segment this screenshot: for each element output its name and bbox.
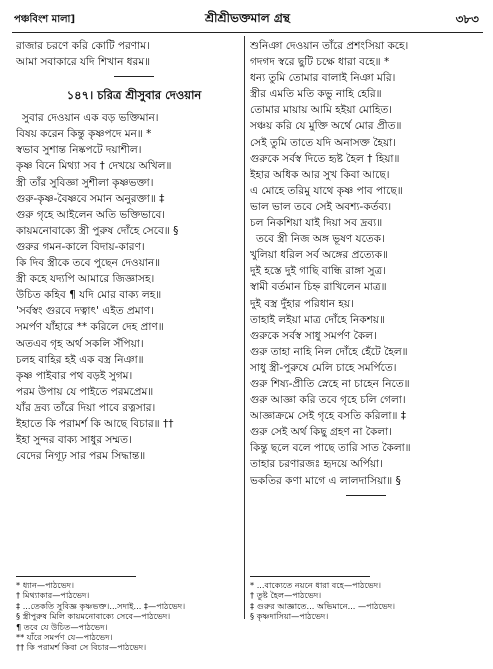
footnote: § স্ত্রীপুরুষ মিলি কায়মনোবাক্যে সেবে—পাঠভেদ। — [16, 611, 171, 622]
page-header — [12, 6, 483, 33]
book-title: শ্রীশ্রীভক্তমাল গ্রন্থ — [205, 11, 290, 25]
section-title: ১৪৭। চরিত্র শ্রীসুবার দেওয়ান — [66, 88, 202, 103]
verse-line: তাহাই লইয়া মাত্র দোঁহে নিকশয়॥ — [250, 313, 385, 326]
verse-line: বেদের নিগূঢ় সার পরম সিদ্ধান্ত॥ — [16, 450, 146, 463]
verse-line: সুবার দেওয়ান এক বড় ভক্তিমান। — [22, 112, 159, 125]
verse-line: সেই তুমি তাতে যদি অনাসক্ত হৈয়া। — [250, 136, 396, 149]
section-separator — [114, 76, 154, 77]
verse-line: শুনিঞা দেওয়ান তাঁরে প্রশংসিয়া কহে। — [250, 40, 409, 52]
verse-line: গুরু-কৃষ্ণ-বৈষ্ণবে সমান অনুরক্তা॥ ‡ — [16, 192, 165, 205]
verse-line: স্ত্রী তাঁর সুবিজ্ঞা সুশীলা কৃষ্ণভক্তা। — [16, 176, 154, 189]
footnotes-left — [16, 580, 242, 653]
footnote: ‡ ...তেকতি সুবিজ্ঞ কৃষ্ণভক্ত।...সদাই... ‡—পাঠভেদ। — [16, 600, 186, 611]
verse-line: যাঁর দ্রব্য তাঁরে দিয়া পাবে রত্নসার। — [16, 401, 156, 414]
verse-line: রাজার চরণে করি কোটি পরণাম। — [16, 40, 150, 52]
verse-line: তবে স্ত্রী নিজ অঙ্গ ভূষণ যতেক। — [256, 233, 385, 246]
verse-line: সঞ্চয় করি যে মুক্তি অর্থে মোর প্রীত॥ — [250, 120, 402, 133]
verse-line: দুই হস্তে দুই গাছি বান্ধি রাঙ্গা সুত্র। — [250, 265, 387, 278]
verse-line: তাহার চরণারজঃ হৃদয়ে অর্পিয়া। — [250, 458, 383, 471]
verse-line: গুরুকে সর্বস্ব সাধু সমর্পণ কৈল। — [250, 329, 377, 342]
verse-line: সমর্পণ যাঁহারে ** করিলে দেহ প্রাণ॥ — [16, 321, 164, 334]
verse-line: সাধু স্ত্রী-পুরুষে মেলি চাহে সমর্পিতে। — [250, 361, 397, 374]
verse-line: কিন্তু ছলে বলে পাছে তারি সাত কৈলা॥ — [250, 442, 411, 455]
verse-line: গুরু সেই অর্থ কিছু গ্রহণ না কৈলা। — [250, 426, 392, 439]
verse-line: ইহা সুন্দর বাক্য সাধুর সম্মত। — [16, 434, 132, 447]
footnote: ‡ গুরুর আজ্ঞাতে... অভিমানে... —পাঠভেদ। — [250, 600, 396, 611]
footnotes-right — [250, 580, 482, 622]
verse-line: স্বভাব সুশান্ত নিষ্কপটে দয়াশীল। — [16, 144, 142, 157]
verse-line: আমা সবাকারে যদি শিখান ধরম॥ — [16, 56, 151, 69]
chapter-label: পঞ্চবিংশ মালা] — [14, 14, 76, 25]
footnote: †† কি পরামর্শ কিবা সে বিচার—পাঠভেদ। — [16, 642, 147, 653]
verse-line: স্বামী বর্তমান চিহ্ন রাখিলেন মাত্র॥ — [250, 281, 387, 294]
footnote: ¶ তবে যে উচিত—পাঠভেদ। — [16, 621, 108, 632]
right-verse-list — [250, 38, 482, 489]
footnote: ** যাঁরে সমর্পণ যে—পাঠভেদ। — [16, 632, 113, 643]
verse-line: উচিত কহিব ¶ যদি মোর বাক্য লহ॥ — [16, 289, 162, 302]
verse-line: কৃষ্ণ বিনে মিথ্যা সব † দেখয়ে অখিল॥ — [16, 160, 172, 173]
footnote: † তুষ্ট হৈল—পাঠভেদ। — [250, 590, 322, 601]
verse-line: ভাল ভাল তবে সেই অবশ্য-কর্তব্য। — [250, 200, 392, 213]
verse-line: কায়মনোবাক্যে স্ত্রী পুরুষ দোঁহে সেবে॥ § — [16, 224, 179, 237]
left-verse-list — [16, 110, 252, 464]
verse-line: আজ্ঞাক্রমে সেই গৃহে বসতি করিলা॥ ‡ — [250, 410, 406, 423]
verse-line: চলহ বাহির হই এক বস্ত্র নিঞা॥ — [16, 353, 144, 366]
verse-line: গুরু তাহা নাহি নিল দোঁহে হেঁটে হৈল॥ — [250, 345, 408, 358]
left-column — [16, 38, 252, 464]
verse-line: তোমার মায়ায় আমি হইয়া মোহিত। — [250, 104, 393, 117]
verse-line: এ মোহে তরিমু যাথে কৃষ্ণ পাব পাছে॥ — [250, 184, 403, 197]
verse-line: পরম উপায় যে পাইতে পরমপ্রেম॥ — [16, 385, 154, 398]
footnote: * ধ্যান—পাঠভেদ। — [16, 580, 75, 590]
footnote: § কৃষ্ণদাসিয়া—পাঠভেদ। — [250, 611, 329, 622]
verse-line: ধন্য তুমি তোমার বালাই নিঞা মরি। — [250, 72, 396, 85]
verse-line: অতএব গৃহ অর্থ সকলি সঁপিয়া। — [16, 337, 144, 350]
verse-line: দুই বস্ত্র দুঁহার পরিধান হয়। — [250, 297, 354, 310]
verse-line: খুলিয়া ধরিল সর্ব অঙ্গের প্রত্যেক॥ — [250, 249, 388, 262]
footnote-rule-right — [250, 576, 370, 577]
page-number: ৩৮৩ — [455, 12, 479, 26]
footnote: † মিথ্যাকার—পাঠভেদ। — [16, 590, 90, 601]
verse-line: গুরু শিষ্য-প্রীতি স্নেহে না চাহেন নিতে॥ — [250, 377, 410, 390]
verse-line: গদগদ স্বরে ছুটি চক্ষে ধারা বহে॥ * — [250, 56, 390, 69]
verse-line: কি দিব স্ত্রীকে তবে পুছেন দেওয়ান॥ — [16, 257, 161, 270]
verse-line: কৃষ্ণ পাইবার পথ বড়ই সুগম। — [16, 369, 133, 382]
verse-line: স্ত্রীর এমতি মতি কভু নাহি হেরি॥ — [250, 88, 382, 101]
verse-line: গুরু আজ্ঞা করি তবে গৃহে চলি গেলা। — [250, 394, 406, 407]
verse-line: গুরু গৃহে আইলেন অতি ভক্তিভাবে। — [16, 208, 166, 221]
verse-line: 'সর্বস্বং গুরবে দত্বাৎ' এইত প্রমাণ। — [16, 305, 154, 318]
footnote: * ...বাক্যেতে নয়নে ধারা বহে—পাঠভেদ। — [250, 580, 382, 590]
verse-line: গুরুকে সর্বস্ব দিতে হৃষ্ট হৈল † হিয়া॥ — [250, 152, 400, 165]
verse-line: বিষয় করেন কিন্তু কৃষ্ণপদে মন॥ * — [16, 128, 152, 141]
verse-line: ইহার অধিক আর সুখ কিবা আছে। — [250, 168, 390, 181]
verse-line: চল নিকশিয়া যাই দিয়া সব দ্রব্য॥ — [250, 217, 383, 230]
verse-line: গুরুর গমন-কালে বিদায়-কারণ। — [16, 240, 145, 253]
verse-line: ভকতির কণা মাগে এ লালদাসিয়া॥ § — [250, 474, 401, 487]
verse-line: ইহাতে কি পরামর্শ কি আছে বিচার॥ †† — [16, 417, 174, 430]
end-separator — [346, 495, 386, 496]
right-column — [250, 38, 482, 502]
verse-line: স্ত্রী কহে যদ্যপি আমারে জিজ্ঞাসহ। — [16, 273, 155, 286]
footnote-rule-left — [16, 576, 136, 577]
